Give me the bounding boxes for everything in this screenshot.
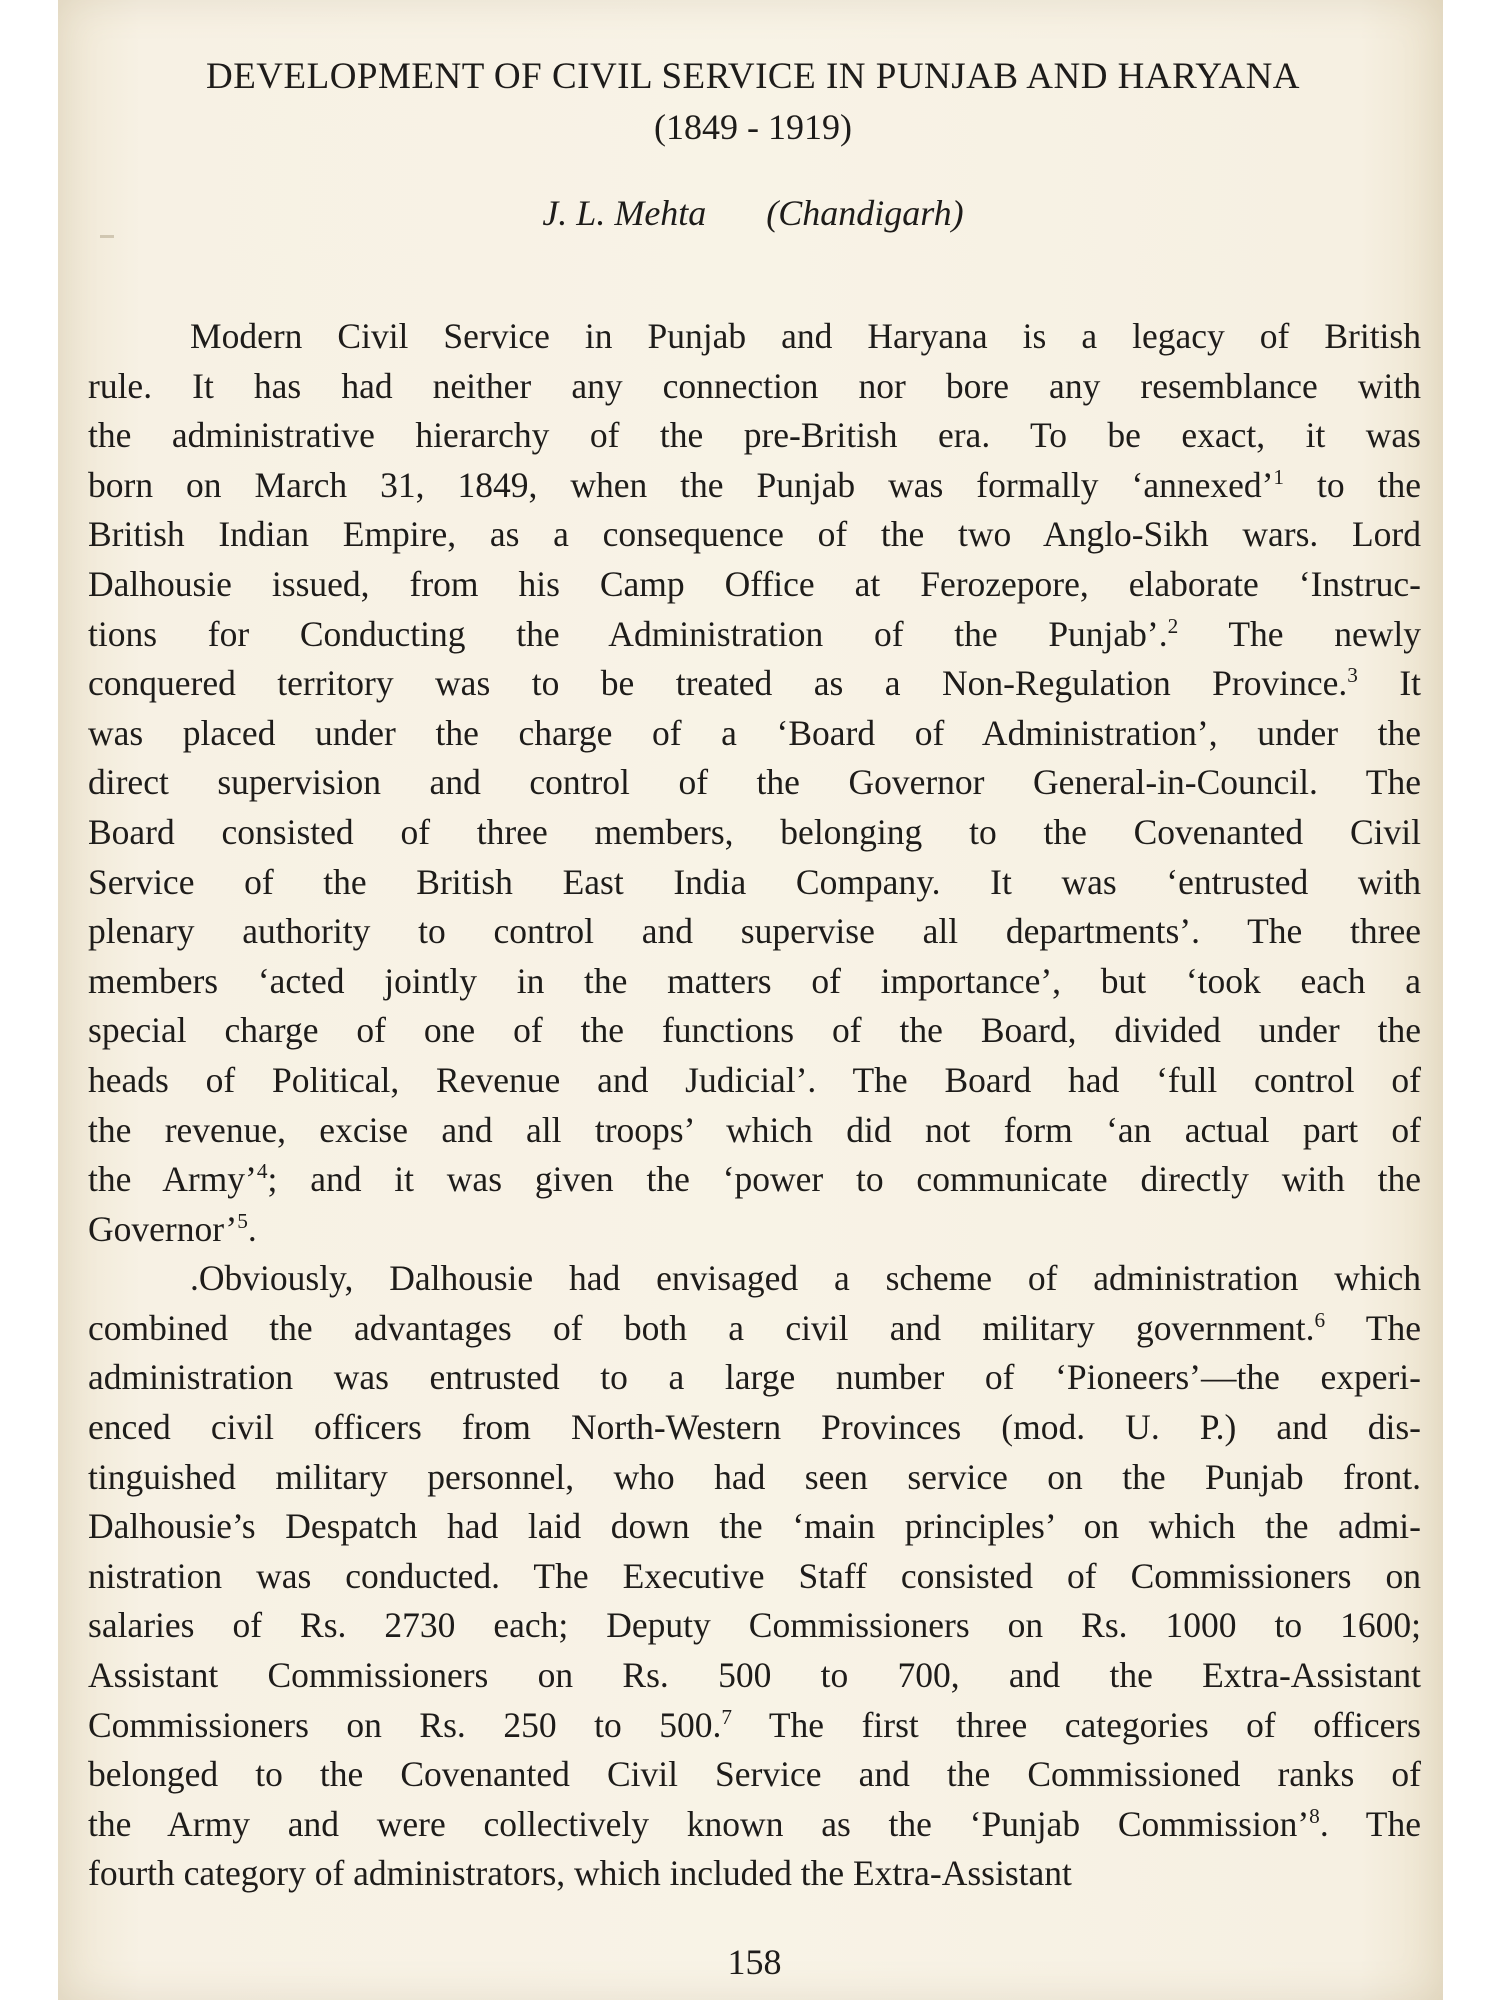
text-line — [88, 907, 1421, 957]
text-line — [88, 1205, 1421, 1255]
text-segment: fourth category of administrators, which included the Extra-Assistant — [88, 1853, 1072, 1894]
author-affiliation: (Chandigarh) — [766, 193, 964, 233]
text-segment: . The — [1319, 1803, 1421, 1844]
text-segment: the administrative hierarchy of the pre-British era. To be exact, it was — [88, 415, 1421, 456]
text-line — [88, 659, 1421, 709]
text-segment: rule. It has had neither any connection nor bore any resemblance with — [88, 365, 1421, 406]
text-segment: born on March 31, 1849, when the Punjab was formally ‘annexed’ — [88, 464, 1274, 505]
text-segment: conquered territory was to be treated as a Non-Regulation Province. — [88, 663, 1348, 704]
footnote-marker: 2 — [1167, 613, 1179, 638]
text-line — [88, 1304, 1421, 1354]
text-line — [88, 1502, 1421, 1552]
text-line — [88, 808, 1421, 858]
text-segment: enced civil officers from North-Western Provinces (mod. U. P.) and dis- — [88, 1407, 1421, 1448]
text-line — [88, 1353, 1421, 1403]
text-segment: to the — [1284, 464, 1422, 505]
text-segment: British Indian Empire, as a consequence of the two Anglo-Sikh wars. Lord — [88, 514, 1421, 555]
text-line — [88, 709, 1421, 759]
text-segment: Commissioners on Rs. 250 to 500. — [88, 1704, 722, 1745]
text-segment: special charge of one of the functions of the Board, divided under the — [88, 1010, 1421, 1051]
paragraph — [88, 1254, 1421, 1899]
text-segment: .Obviously, Dalhousie had envisaged a scheme of administration which — [190, 1258, 1421, 1299]
text-line — [88, 1056, 1421, 1106]
text-line — [88, 411, 1421, 461]
footnote-marker: 6 — [1314, 1308, 1326, 1333]
footnote-marker: 4 — [256, 1159, 268, 1184]
text-line — [88, 461, 1421, 511]
page-number: 158 — [727, 1942, 782, 1982]
article-title: DEVELOPMENT OF CIVIL SERVICE IN PUNJAB AND HARYANA — [205, 56, 1301, 97]
text-segment: Service of the British East India Company. It was ‘entrusted with — [88, 861, 1421, 902]
text-line — [88, 1403, 1421, 1453]
text-segment: the Army’ — [88, 1159, 257, 1200]
footnote-marker: 7 — [721, 1704, 732, 1729]
text-line — [88, 1601, 1421, 1651]
text-line — [88, 362, 1421, 412]
article-body — [88, 312, 1421, 1899]
text-segment: plenary authority to control and supervise all departments’. The three — [88, 911, 1421, 952]
text-segment: administration was entrusted to a large number of ‘Pioneers’—the experi- — [88, 1357, 1421, 1398]
text-line — [88, 858, 1421, 908]
text-line — [88, 1552, 1421, 1602]
text-line — [88, 1006, 1421, 1056]
text-line — [88, 758, 1421, 808]
text-line — [88, 1701, 1421, 1751]
text-segment: The — [1325, 1307, 1422, 1348]
text-segment: Assistant Commissioners on Rs. 500 to 700, and the Extra-Assistant — [88, 1655, 1421, 1696]
text-segment: the revenue, excise and all troops’ which did not form ‘an actual part of — [88, 1109, 1421, 1150]
text-segment: belonged to the Covenanted Civil Service and the Commissioned ranks of — [88, 1754, 1421, 1795]
article-date-range: (1849 - 1919) — [654, 107, 852, 147]
paragraph — [88, 312, 1421, 1254]
author-name: J. L. Mehta — [542, 193, 707, 233]
text-segment: salaries of Rs. 2730 each; Deputy Commissioners on Rs. 1000 to 1600; — [88, 1605, 1421, 1646]
text-segment: was placed under the charge of a ‘Board of Administration’, under the — [88, 712, 1421, 753]
text-segment: ; and it was given the ‘power to communicate directly with the — [267, 1159, 1421, 1200]
text-line — [88, 1651, 1421, 1701]
text-segment: The first three categories of officers — [732, 1704, 1421, 1745]
text-segment: . — [247, 1208, 257, 1249]
footnote-marker: 8 — [1309, 1803, 1320, 1828]
text-line — [88, 510, 1421, 560]
text-segment: Modern Civil Service in Punjab and Haryana is a legacy of British — [190, 316, 1421, 356]
text-segment: Dalhousie issued, from his Camp Office at Ferozepore, elaborate ‘Instruc- — [88, 563, 1421, 604]
text-line — [88, 1750, 1421, 1800]
text-segment: Governor’ — [88, 1208, 238, 1249]
text-segment: tions for Conducting the Administration of the Punjab’. — [88, 613, 1168, 654]
text-segment: heads of Political, Revenue and Judicial’. The Board had ‘full control of — [88, 1059, 1421, 1100]
text-line — [88, 312, 1421, 362]
text-line — [88, 1800, 1421, 1850]
text-segment: tinguished military personnel, who had seen service on the Punjab front. — [88, 1456, 1421, 1497]
text-segment: Board consisted of three members, belonging to the Covenanted Civil — [88, 811, 1421, 852]
text-line — [88, 1106, 1421, 1156]
text-line — [88, 1849, 1421, 1899]
text-line — [88, 1155, 1421, 1205]
text-line — [88, 560, 1421, 610]
text-line — [88, 1453, 1421, 1503]
text-segment: The newly — [1178, 613, 1422, 654]
text-segment: the Army and were collectively known as the ‘Punjab Commission’ — [88, 1803, 1310, 1844]
text-segment: Dalhousie’s Despatch had laid down the ‘main principles’ on which the admi- — [88, 1506, 1421, 1547]
text-line — [88, 957, 1421, 1007]
text-segment: combined the advantages of both a civil and military government. — [88, 1307, 1315, 1348]
text-segment: It — [1357, 663, 1422, 704]
footnote-marker: 1 — [1273, 464, 1285, 489]
text-line — [88, 1254, 1421, 1304]
text-segment: members ‘acted jointly in the matters of importance’, but ‘took each a — [88, 960, 1421, 1001]
byline — [88, 188, 1418, 238]
text-line — [88, 610, 1421, 660]
footnote-marker: 3 — [1347, 663, 1358, 688]
text-segment: nistration was conducted. The Executive Staff consisted of Commissioners on — [88, 1555, 1421, 1596]
text-segment: direct supervision and control of the Governor General-in-Council. The — [88, 762, 1421, 803]
footnote-marker: 5 — [237, 1208, 248, 1233]
